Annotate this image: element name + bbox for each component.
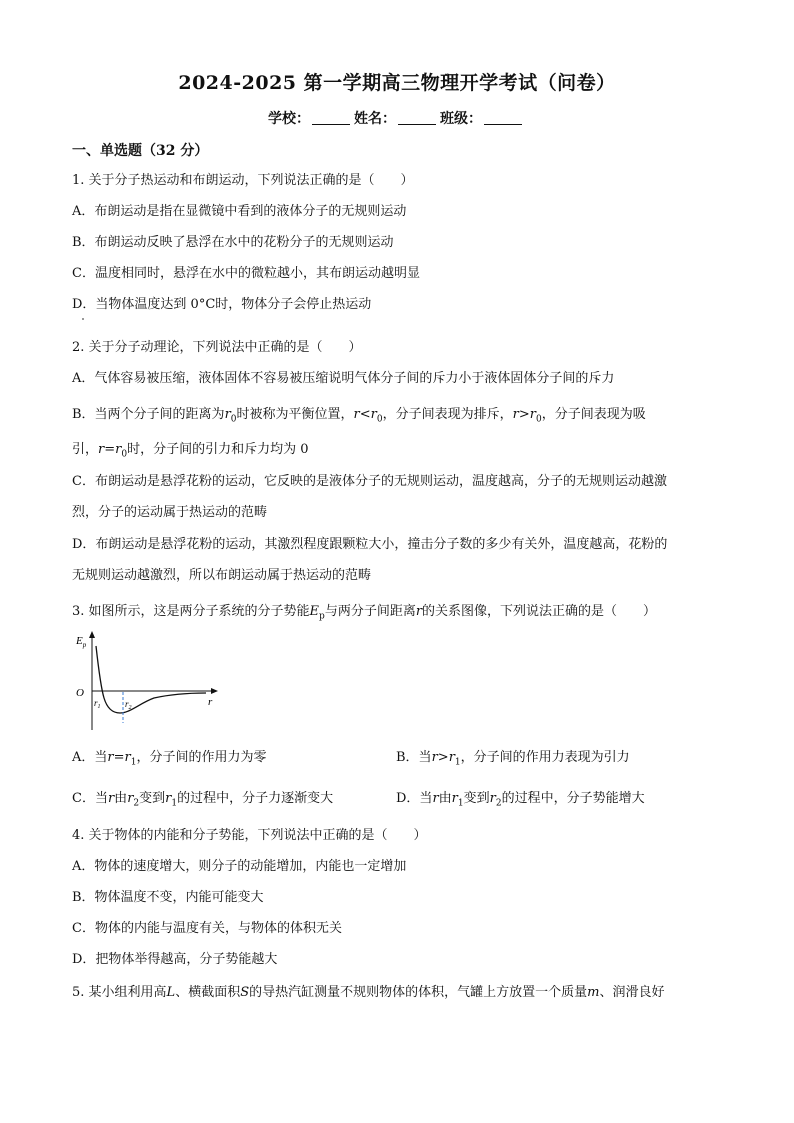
r1-symbol: r: [165, 791, 172, 806]
r-symbol: r: [107, 791, 115, 806]
q3-a-text: ，分子间的作用力为零: [136, 750, 267, 765]
r-symbol: r: [98, 442, 105, 457]
q2-stem: 2. 关于分子动理论，下列说法中正确的是（ ）: [72, 340, 362, 355]
r1-subscript: 1: [171, 798, 178, 809]
equals: =: [104, 442, 116, 457]
q3-b-text: ，分子间的作用力表现为引力: [460, 750, 630, 765]
r1-subscript: 1: [130, 757, 137, 768]
q5-stem-text: 、润滑良好: [599, 985, 665, 1000]
class-blank[interactable]: [484, 110, 522, 125]
q1-option-b: B．布朗运动反映了悬浮在水中的花粉分子的无规则运动: [72, 235, 394, 250]
r-symbol: r: [415, 604, 423, 619]
q2-b-text: ，分子间表现为吸: [541, 407, 646, 422]
q3-d-text: 变到: [463, 791, 490, 806]
x-axis-label: r: [208, 696, 213, 708]
class-label: 班级：: [440, 111, 482, 127]
exam-title: 2024-2025 第一学期高三物理开学考试（问卷）: [178, 72, 616, 94]
r2-symbol: r: [489, 791, 496, 806]
r-symbol: r: [512, 407, 519, 422]
q3-option-d: [396, 789, 645, 814]
q3-option-c: [72, 789, 333, 814]
r1-subscript: 1: [454, 757, 461, 768]
q3-stem-text: 与两分子间距离: [324, 604, 416, 619]
q3-c-text: 由: [114, 791, 128, 806]
q4-option-c: C．物体的内能与温度有关，与物体的体积无关: [72, 921, 342, 936]
q2-option-d-line1: D．布朗运动是悬浮花粉的运动，其激烈程度跟颗粒大小，撞击分子数的多少有关外，温度越高，花粉的: [72, 537, 668, 552]
q3-stem: [72, 602, 656, 627]
q5-stem: [72, 983, 664, 1003]
S-symbol: S: [240, 985, 250, 1000]
r2-subscript: 2: [495, 798, 502, 809]
origin-label: O: [76, 687, 84, 699]
r0-symbol: r: [224, 407, 231, 422]
q2-option-c-line1: C．布朗运动是悬浮花粉的运动，它反映的是液体分子的无规则运动，温度越高，分子的无规则运动越激: [72, 474, 667, 489]
school-blank[interactable]: [312, 110, 350, 125]
q5-stem-text: 5. 某小组利用高: [72, 985, 167, 1000]
school-label: 学校：: [268, 111, 310, 127]
y-axis-label: $E_p$: [76, 635, 87, 649]
q2-option-a: A．气体容易被压缩，液体固体不容易被压缩说明气体分子间的斥力小于液体固体分子间的斥力: [72, 371, 615, 386]
m-symbol: m: [587, 985, 600, 1000]
stray-mark: [82, 318, 84, 320]
r0-symbol: r: [529, 407, 536, 422]
q3-stem-text: 的关系图像，下列说法正确的是（ ）: [422, 604, 657, 619]
r2-label: $r_2$: [125, 699, 132, 711]
q4-stem: 4. 关于物体的内能和分子势能，下列说法中正确的是（ ）: [72, 828, 427, 843]
x-axis-arrow-icon: [211, 688, 218, 694]
q4-option-b: B．物体温度不变，内能可能变大: [72, 890, 264, 905]
r1-label: $r_1$: [94, 698, 101, 710]
q3-a-text: A．当: [72, 750, 108, 765]
q1-stem: 1. 关于分子热运动和布朗运动，下列说法正确的是（ ）: [72, 173, 414, 188]
q2-option-b-line2: [72, 440, 309, 465]
Ep-symbol: E: [309, 604, 320, 619]
r-symbol: r: [353, 407, 360, 422]
q3-d-text: 的过程中，分子势能增大: [501, 791, 645, 806]
r1-symbol: r: [124, 750, 131, 765]
r2-symbol: r: [127, 791, 134, 806]
potential-curve: [96, 646, 206, 713]
r1-symbol: r: [451, 791, 458, 806]
q5-stem-text: 的导热汽缸测量不规则物体的体积，气罐上方放置一个质量: [249, 985, 588, 1000]
q2-option-c-line2: 烈，分子的运动属于热运动的范畴: [72, 505, 268, 520]
q3-b-text: B．当: [396, 750, 432, 765]
q3-option-a: [72, 748, 266, 773]
q3-d-text: 由: [438, 791, 452, 806]
section-title: 一、单选题（32 分）: [72, 143, 209, 159]
r2-subscript: 2: [133, 798, 140, 809]
q2-b-text: ，分子间表现为排斥，: [382, 407, 513, 422]
r0-symbol: r: [115, 442, 122, 457]
name-label: 姓名：: [354, 111, 396, 127]
q3-stem-text: 3. 如图所示，这是两分子系统的分子势能: [72, 604, 310, 619]
potential-energy-graph: [72, 628, 232, 738]
q3-c-text: 的过程中，分子力逐渐变大: [177, 791, 334, 806]
name-blank[interactable]: [398, 110, 436, 125]
y-axis-arrow-icon: [89, 631, 95, 638]
q3-c-text: 变到: [139, 791, 166, 806]
q3-option-b: [396, 748, 630, 773]
q2-option-b-line1: [72, 405, 646, 430]
greater-than: >: [437, 750, 449, 765]
r0-subscript: 0: [121, 449, 128, 460]
r0-subscript: 0: [230, 414, 237, 425]
r0-subscript: 0: [535, 414, 542, 425]
less-than: <: [359, 407, 371, 422]
q2-option-d-line2: 无规则运动越激烈，所以布朗运动属于热运动的范畴: [72, 568, 372, 583]
student-info-line: [0, 108, 794, 128]
q4-option-d: D．把物体举得越高，分子势能越大: [72, 952, 278, 967]
q3-c-text: C．当: [72, 791, 108, 806]
r-symbol: r: [431, 750, 438, 765]
q1-option-c: C．温度相同时，悬浮在水中的微粒越小，其布朗运动越明显: [72, 266, 420, 281]
equals: =: [113, 750, 125, 765]
r1-subscript: 1: [457, 798, 464, 809]
q2-b-text: 引，: [72, 442, 99, 457]
q3-d-text: D．当: [396, 791, 433, 806]
r1-symbol: r: [448, 750, 455, 765]
r0-symbol: r: [370, 407, 377, 422]
q2-b-text: B．当两个分子间的距离为: [72, 407, 225, 422]
Ep-subscript: p: [319, 611, 325, 622]
r-symbol: r: [432, 791, 439, 806]
q1-option-a: A．布朗运动是指在显微镜中看到的液体分子的无规则运动: [72, 204, 407, 219]
L-symbol: L: [166, 985, 176, 1000]
greater-than: >: [518, 407, 530, 422]
q4-option-a: A．物体的速度增大，则分子的动能增加，内能也一定增加: [72, 859, 407, 874]
q2-b-text: 时被称为平衡位置，: [236, 407, 354, 422]
r-symbol: r: [107, 750, 114, 765]
q2-b-text: 时，分子间的引力和斥力均为 0: [127, 442, 309, 457]
q5-stem-text: 、横截面积: [175, 985, 241, 1000]
r0-subscript: 0: [376, 414, 383, 425]
q1-option-d: D．当物体温度达到 0°C时，物体分子会停止热运动: [72, 297, 372, 312]
